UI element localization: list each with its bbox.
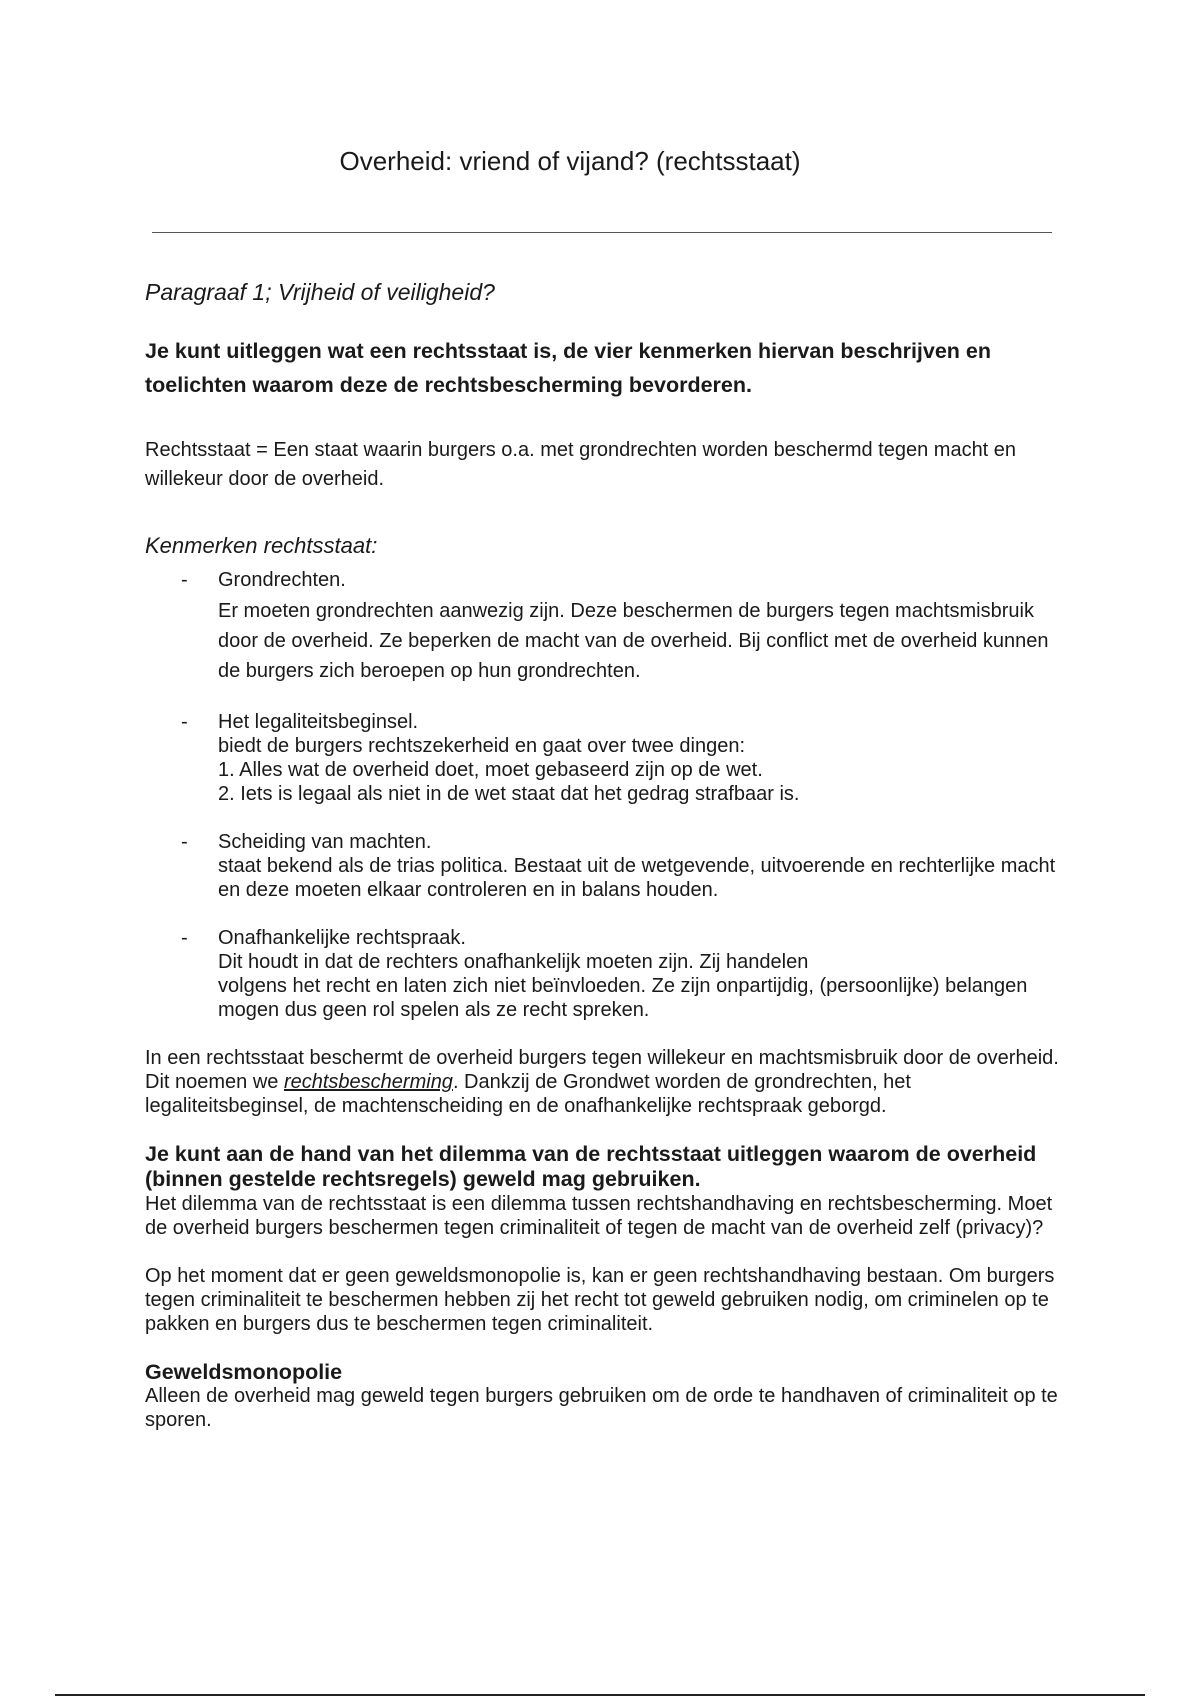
- feature-title: Het legaliteitsbeginsel.: [218, 711, 419, 733]
- rechtsstaat-definition: Rechtsstaat = Een staat waarin burgers o.a. met grondrechten worden beschermd tegen macht en willekeur door de overheid.: [145, 439, 1017, 490]
- feature-title: Scheiding van machten.: [218, 831, 432, 853]
- feature-text: 1. Alles wat de overheid doet, moet gebaseerd zijn op de wet.: [218, 759, 763, 781]
- feature-item-legaliteitsbeginsel: [181, 710, 1065, 806]
- features-list: [145, 568, 1065, 1022]
- rechtsbescherming-term: rechtsbescherming: [283, 1071, 453, 1093]
- feature-text: 2. Iets is legaal als niet in de wet staat dat het gedrag strafbaar is.: [218, 783, 800, 805]
- summary-text: In een rechtsstaat beschermt de overheid burgers tegen willekeur en machtsmisbruik door de overheid. Dit noemen we: [145, 1047, 1059, 1093]
- feature-title: Grondrechten.: [218, 569, 346, 591]
- summary-text: . Dankzij de Grondwet worden de grondrechten, het legaliteitsbeginsel, de machtenscheiding en de onafhankelijke rechtspraak geborgd.: [145, 1071, 911, 1117]
- page-title: Overheid: vriend of vijand? (rechtsstaat): [339, 146, 801, 176]
- document-body: [145, 280, 1065, 1456]
- feature-item-grondrechten: [181, 568, 1065, 686]
- geweldsmonopolie-explanation: Op het moment dat er geen geweldsmonopolie is, kan er geen rechtshandhaving bestaan. Om burgers tegen criminaliteit te beschermen hebben zij het recht tot geweld gebruiken nodig, om criminelen op te pakken en burgers dus te beschermen tegen criminaliteit.: [145, 1265, 1055, 1335]
- dilemma-paragraph: Het dilemma van de rechtsstaat is een dilemma tussen rechtshandhaving en rechtsbescherming. Moet de overheid burgers beschermen tegen criminaliteit of tegen de macht van de overheid zelf (privacy)?: [145, 1193, 1053, 1239]
- feature-item-onafhankelijke-rechtspraak: [181, 926, 1065, 1022]
- features-heading: Kenmerken rechtsstaat:: [145, 533, 378, 558]
- footer-divider: [55, 1694, 1145, 1696]
- feature-item-scheiding-van-machten: [181, 830, 1065, 902]
- section-heading: Paragraaf 1; Vrijheid of veiligheid?: [145, 279, 495, 305]
- summary-paragraph: [145, 1046, 1065, 1118]
- feature-text: biedt de burgers rechtszekerheid en gaat over twee dingen:: [218, 735, 746, 757]
- list-dash: -: [181, 927, 188, 949]
- title-divider: [152, 232, 1052, 233]
- feature-text: Er moeten grondrechten aanwezig zijn. Deze beschermen de burgers tegen machtsmisbruik door de overheid. Ze beperken de macht van de overheid. Bij conflict met de overheid kunnen de burgers zich beroepen op hun grondrechten.: [218, 600, 1049, 682]
- list-dash: -: [181, 831, 188, 853]
- geweldsmonopolie-heading: Geweldsmonopolie: [145, 1360, 343, 1384]
- learning-objective-2: Je kunt aan de hand van het dilemma van de rechtsstaat uitleggen waarom de overheid (binnen gestelde rechtsregels) geweld mag gebruiken.: [145, 1142, 1037, 1191]
- feature-text: Dit houdt in dat de rechters onafhankelijk moeten zijn. Zij handelen: [218, 951, 809, 973]
- list-dash: -: [181, 711, 188, 733]
- feature-text: volgens het recht en laten zich niet beïnvloeden. Ze zijn onpartijdig, (persoonlijke) belangen mogen dus geen rol spelen als ze recht spreken.: [218, 975, 1028, 1021]
- feature-text: staat bekend als de trias politica. Bestaat uit de wetgevende, uitvoerende en rechterlijke macht en deze moeten elkaar controleren en in balans houden.: [218, 855, 1056, 901]
- feature-title: Onafhankelijke rechtspraak.: [218, 927, 466, 949]
- learning-objective-1: Je kunt uitleggen wat een rechtsstaat is, de vier kenmerken hiervan beschrijven en toelichten waarom deze de rechtsbescherming bevorderen.: [145, 339, 991, 397]
- geweldsmonopolie-definition: Alleen de overheid mag geweld tegen burgers gebruiken om de orde te handhaven of criminaliteit op te sporen.: [145, 1385, 1058, 1431]
- list-dash: -: [181, 569, 188, 591]
